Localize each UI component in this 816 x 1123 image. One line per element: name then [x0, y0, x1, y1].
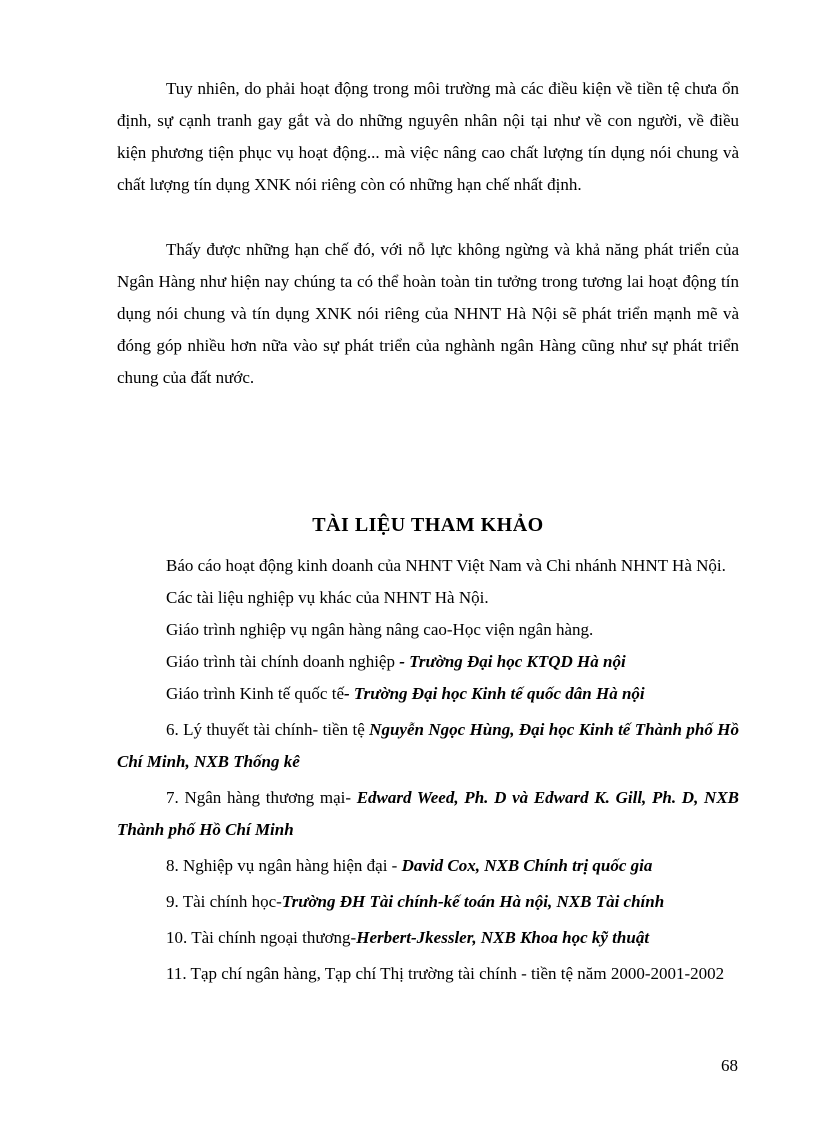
reference-item — [117, 886, 739, 918]
reference-text: Giáo trình nghiệp vụ ngân hàng nâng cao-Học viện ngân hàng. — [166, 620, 594, 639]
reference-source: - Trường Đại học KTQD Hà nội — [399, 652, 626, 671]
references-list — [117, 550, 739, 994]
reference-source: Nguyễn Ngọc Hùng, Đại học Kinh tế Thành phố Hồ Chí Minh, NXB Thống kê — [117, 720, 739, 771]
reference-item — [117, 582, 739, 614]
reference-text: Giáo trình tài chính doanh nghiệp — [166, 652, 400, 671]
reference-text: Các tài liệu nghiệp vụ khác của NHNT Hà Nội. — [166, 588, 489, 607]
reference-item — [117, 958, 739, 990]
reference-text: Báo cáo hoạt động kinh doanh của NHNT Việt Nam và Chi nhánh NHNT Hà Nội. — [166, 556, 726, 575]
reference-item — [117, 714, 739, 778]
reference-item — [117, 782, 739, 846]
reference-item — [117, 922, 739, 954]
reference-source: - Trường Đại học Kinh tế quốc dân Hà nội — [344, 684, 645, 703]
references-heading: TÀI LIỆU THAM KHẢO — [312, 514, 544, 536]
body-paragraph-2: Thấy được những hạn chế đó, với nỗ lực không ngừng và khả năng phát triển của Ngân Hàng như hiện nay chúng ta có thể hoàn toàn tin tưởng trong tương lai hoạt động tín dụng nói chung và tín dụng XNK nói riêng của NHNT Hà Nội sẽ phát triển mạnh mẽ và đóng góp nhiều hơn nữa vào sự phát triển của nghành ngân Hàng cũng như sự phát triển chung của đất nước. — [117, 240, 739, 387]
reference-text: 9. Tài chính học- — [166, 892, 282, 911]
reference-text: 7. Ngân hàng thương mại- — [166, 788, 357, 807]
reference-text: 6. Lý thuyết tài chính- tiền tệ — [166, 720, 370, 739]
reference-source: Edward Weed, Ph. D và Edward K. Gill, Ph. D, NXB Thành phố Hồ Chí Minh — [117, 788, 739, 839]
page-number: 68 — [721, 1056, 738, 1075]
reference-text: 10. Tài chính ngoại thương- — [166, 928, 357, 947]
reference-item — [117, 678, 739, 710]
reference-text: 8. Nghiệp vụ ngân hàng hiện đại - — [166, 856, 402, 875]
body-paragraph-1: Tuy nhiên, do phải hoạt động trong môi trường mà các điều kiện về tiền tệ chưa ổn định, sự cạnh tranh gay gắt và do những nguyên nhân nội tại như về con người, về điều kiện phương tiện phục vụ hoạt động... mà việc nâng cao chất lượng tín dụng nói chung và chất lượng tín dụng XNK nói riêng còn có những hạn chế nhất định. — [117, 79, 739, 194]
reference-item — [117, 646, 739, 678]
reference-text: Giáo trình Kinh tế quốc tế — [166, 684, 344, 703]
reference-item — [117, 550, 739, 582]
reference-text: 11. Tạp chí ngân hàng, Tạp chí Thị trường tài chính - tiền tệ năm 2000-2001-2002 — [166, 964, 725, 983]
reference-item — [117, 850, 739, 882]
reference-source: David Cox, NXB Chính trị quốc gia — [401, 856, 653, 875]
reference-item — [117, 614, 739, 646]
reference-source: Herbert-Jkessler, NXB Khoa học kỹ thuật — [356, 928, 650, 947]
reference-source: Trường ĐH Tài chính-kế toán Hà nội, NXB Tài chính — [281, 892, 665, 911]
